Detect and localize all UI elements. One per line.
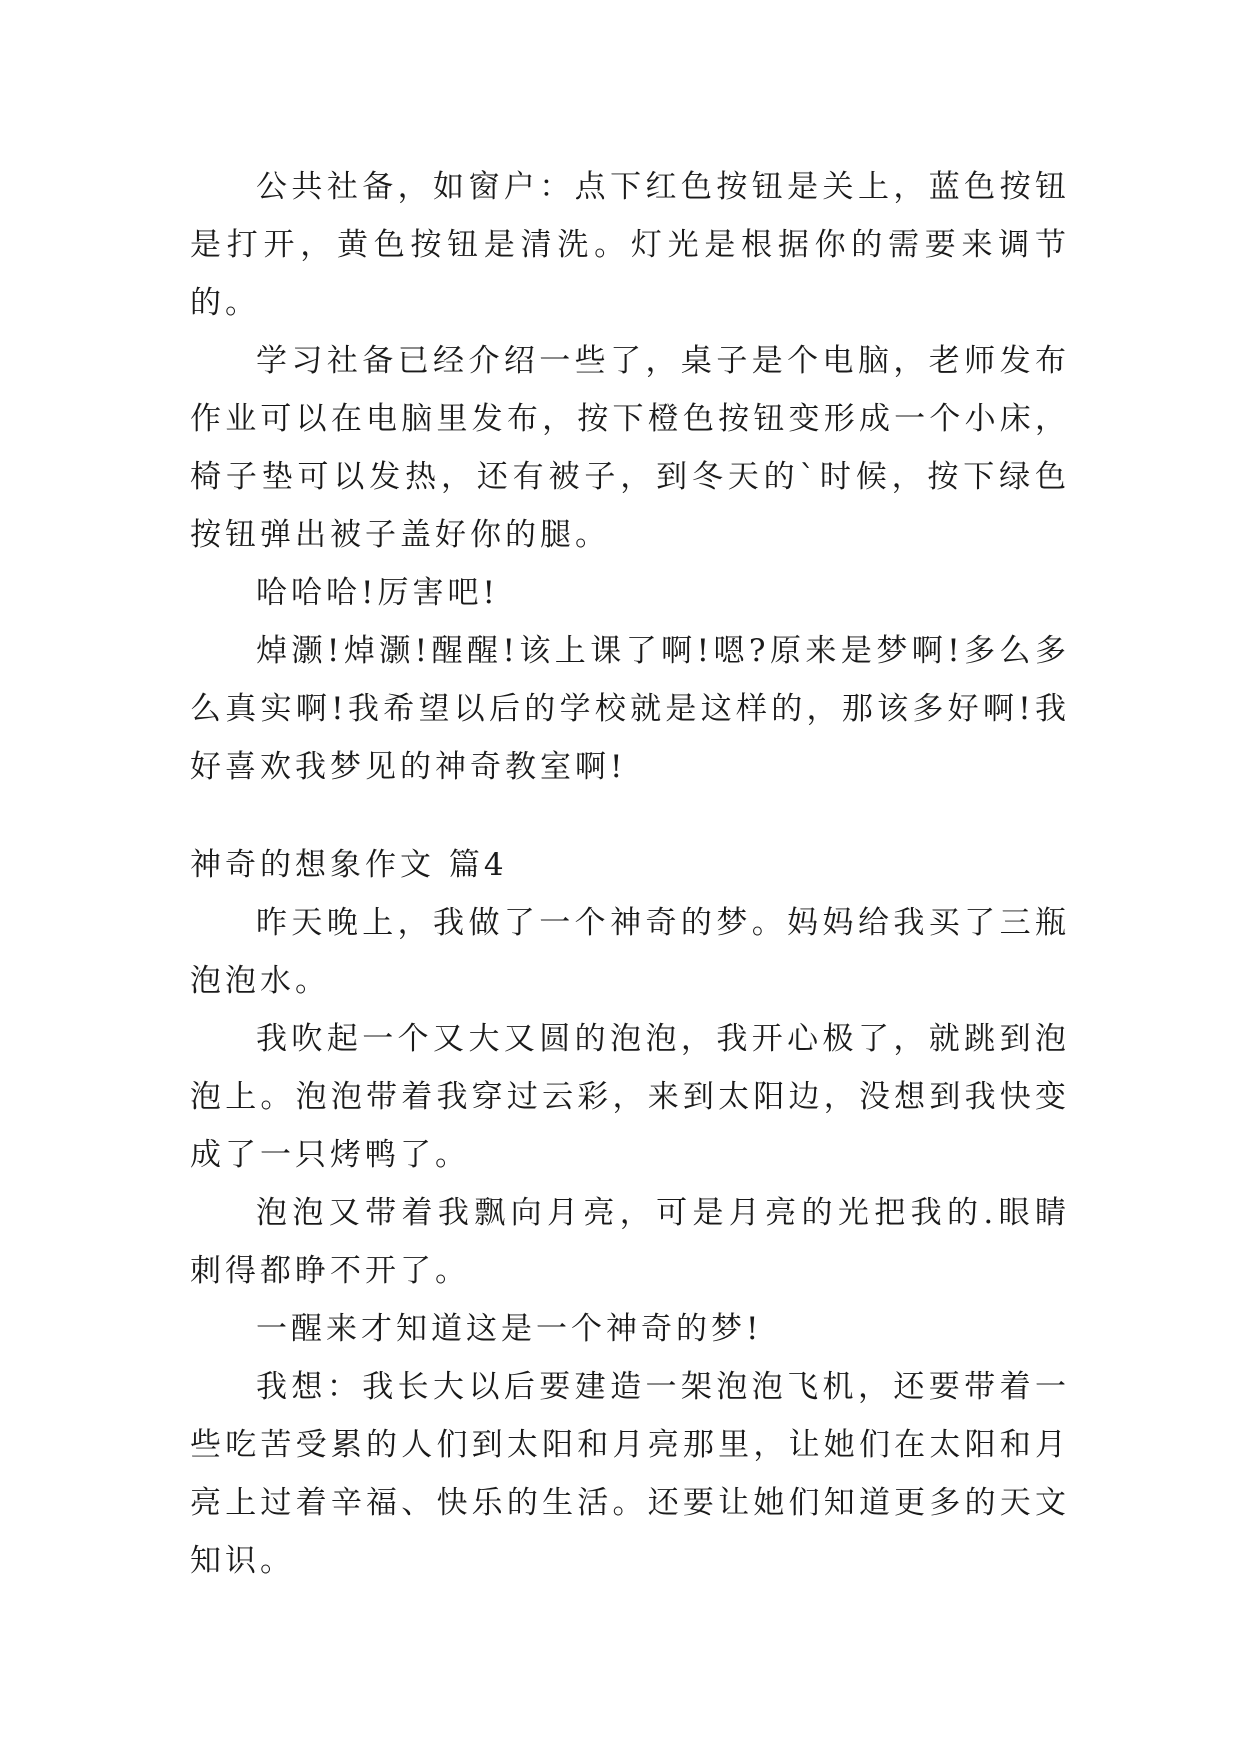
section-heading: 神奇的想象作文 篇4	[190, 847, 508, 883]
paragraph-exclamation: 哈哈哈!厉害吧!	[256, 575, 499, 611]
paragraph-study-equipment: 学习社备已经介绍一些了，桌子是个电脑，老师发布作业可以在电脑里发布，按下橙色按钮变形成一个小床，椅子垫可以发热，还有被子，到冬天的`时候，按下绿色按钮弹出被子盖好你的腿。	[190, 343, 1070, 553]
paragraph-wake-up: 焯灏!焯灏!醒醒!该上课了啊!嗯?原来是梦啊!多么多么真实啊!我希望以后的学校就是这样的，那该多好啊!我好喜欢我梦见的神奇教室啊!	[190, 633, 1070, 785]
paragraph-bubble-sun: 我吹起一个又大又圆的泡泡，我开心极了，就跳到泡泡上。泡泡带着我穿过云彩，来到太阳边，没想到我快变成了一只烤鸭了。	[190, 1021, 1070, 1173]
document-body	[190, 158, 1070, 1590]
paragraph-public-equipment: 公共社备，如窗户：点下红色按钮是关上，蓝色按钮是打开，黄色按钮是清洗。灯光是根据你的需要来调节的。	[190, 169, 1070, 321]
paragraph-bubble-moon: 泡泡又带着我飘向月亮，可是月亮的光把我的.眼睛刺得都睁不开了。	[190, 1195, 1070, 1289]
paragraph-future-wish: 我想：我长大以后要建造一架泡泡飞机，还要带着一些吃苦受累的人们到太阳和月亮那里，让她们在太阳和月亮上过着辛福、快乐的生活。还要让她们知道更多的天文知识。	[190, 1369, 1070, 1579]
paragraph-dream-intro: 昨天晚上，我做了一个神奇的梦。妈妈给我买了三瓶泡泡水。	[190, 905, 1070, 999]
paragraph-wake-realize: 一醒来才知道这是一个神奇的梦!	[256, 1311, 763, 1347]
